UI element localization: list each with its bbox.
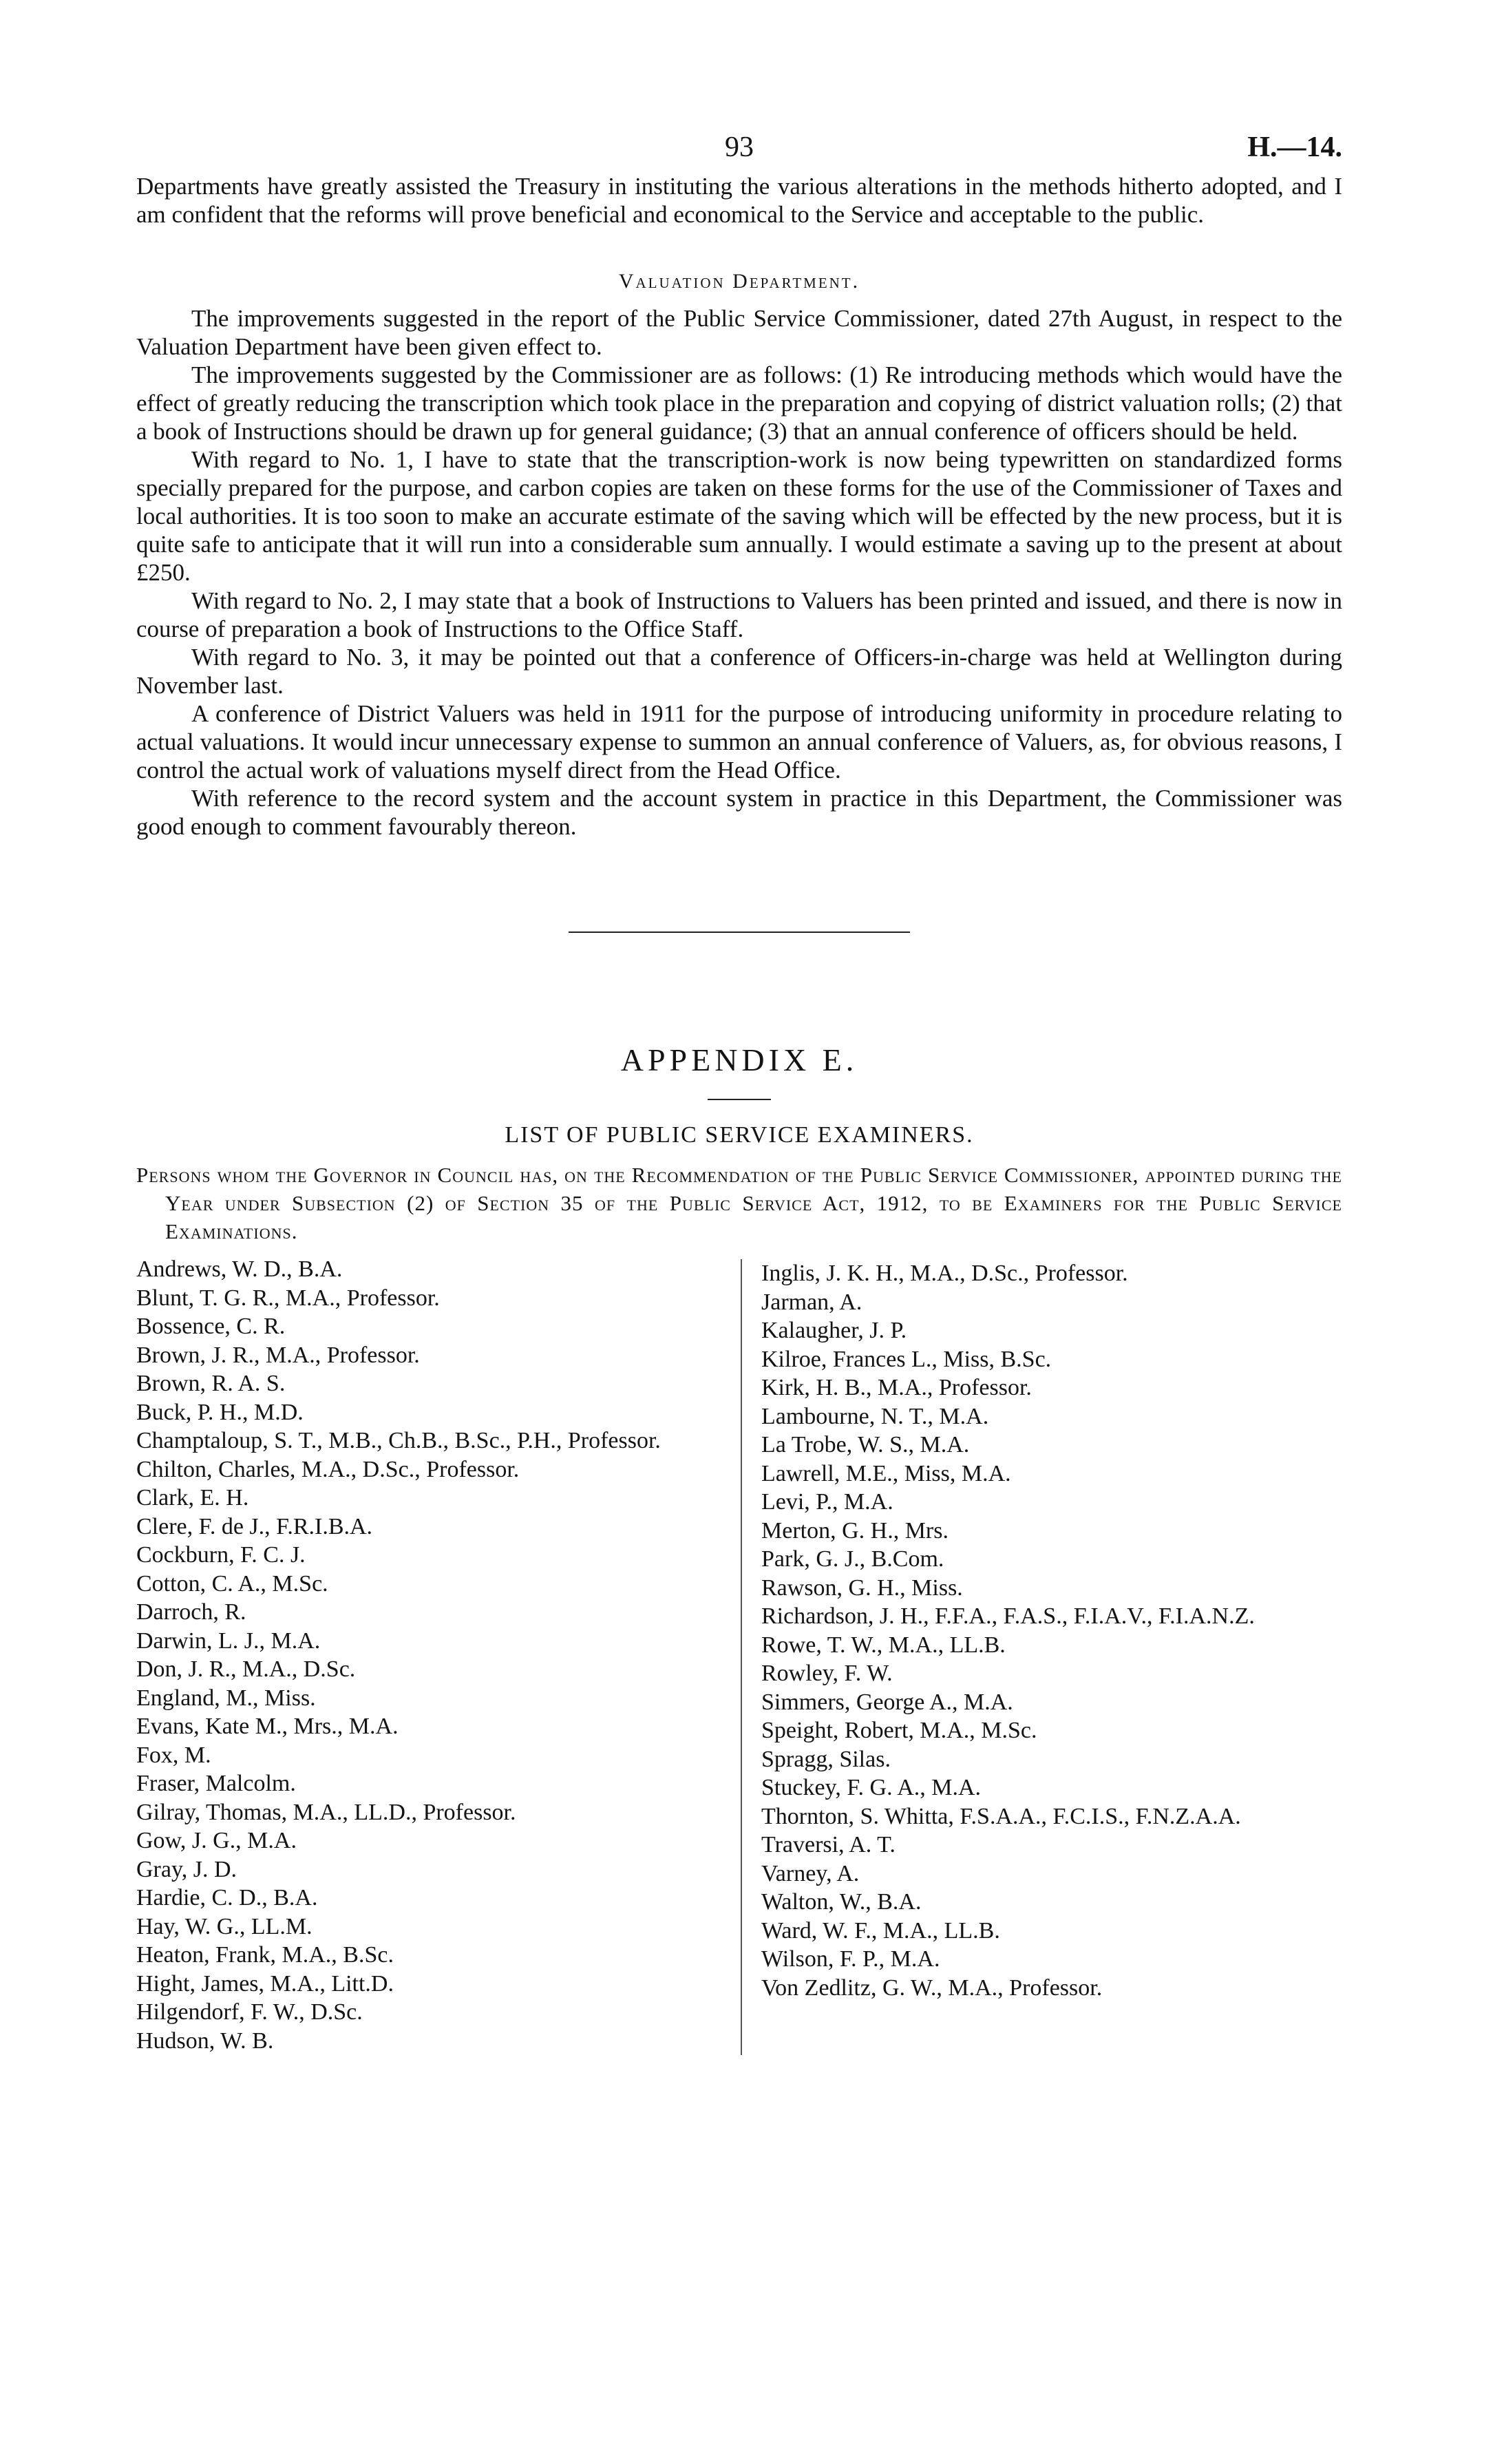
examiner-entry: Traversi, A. T. bbox=[761, 1832, 896, 1857]
examiner-entry: Kilroe, Frances L., Miss, B.Sc. bbox=[761, 1346, 1052, 1372]
examiner-entry: Ward, W. F., M.A., LL.B. bbox=[761, 1917, 1000, 1944]
examiners-list bbox=[136, 1255, 1342, 2055]
valuation-paragraph-3: With regard to No. 1, I have to state that the transcription-work is now being typewritten on standardized forms specially prepared for the purpose, and carbon copies are taken on these forms for the use of the Commissioner of Taxes and local authorities. It is too soon to make an accurate estimate of the saving which will be effected by the new process, but it is quite safe to anticipate that it will run into a considerable sum annually. I would estimate a saving up to the present at about £250. bbox=[136, 446, 1342, 586]
document-reference: H.—14. bbox=[1247, 131, 1342, 163]
examiner-entry: La Trobe, W. S., M.A. bbox=[761, 1432, 970, 1457]
examiner-entry: Fox, M. bbox=[136, 1742, 211, 1768]
examiner-entry: Von Zedlitz, G. W., M.A., Professor. bbox=[761, 1975, 1103, 2001]
examiner-entry: Fraser, Malcolm. bbox=[136, 1771, 296, 1796]
examiner-entry: Levi, P., M.A. bbox=[761, 1489, 893, 1515]
examiner-entry: Kalaugher, J. P. bbox=[761, 1318, 907, 1343]
examiner-entry: Darwin, L. J., M.A. bbox=[136, 1628, 321, 1654]
examiner-entry: Hardie, C. D., B.A. bbox=[136, 1885, 318, 1910]
examiner-entry: Gilray, Thomas, M.A., LL.D., Professor. bbox=[136, 1799, 516, 1825]
examiner-entry: Rowe, T. W., M.A., LL.B. bbox=[761, 1632, 1006, 1658]
examiner-entry: Cotton, C. A., M.Sc. bbox=[136, 1570, 328, 1597]
valuation-department-heading: Valuation Department. bbox=[618, 270, 860, 293]
examiners-right-column bbox=[741, 1259, 1342, 2055]
examiner-entry: Don, J. R., M.A., D.Sc. bbox=[136, 1656, 356, 1682]
examiner-entry: Chilton, Charles, M.A., D.Sc., Professor. bbox=[136, 1456, 520, 1482]
valuation-paragraph-7: With reference to the record system and the account system in practice in this Department, the Commissioner was good enough to comment favourably thereon. bbox=[136, 785, 1342, 840]
examiner-entry: Kirk, H. B., M.A., Professor. bbox=[761, 1375, 1032, 1400]
examiner-entry: Lawrell, M.E., Miss, M.A. bbox=[761, 1460, 1011, 1486]
examiner-entry: Richardson, J. H., F.F.A., F.A.S., F.I.A.V., F.I.A.N.Z. bbox=[761, 1603, 1255, 1629]
examiner-entry: Hight, James, M.A., Litt.D. bbox=[136, 1970, 394, 1997]
valuation-paragraph-2: The improvements suggested by the Commissioner are as follows: (1) Re introducing methods which would have the effect of greatly reducing the transcription which took place in the preparation and copying of district valuation rolls; (2) that a book of Instructions should be drawn up for general guidance; (3) that an annual conference of officers should be held. bbox=[136, 361, 1342, 445]
valuation-paragraph-1: The improvements suggested in the report of the Public Service Commissioner, dated 27th August, in respect to the Valuation Department have been given effect to. bbox=[136, 305, 1342, 360]
examiner-entry: Blunt, T. G. R., M.A., Professor. bbox=[136, 1285, 440, 1311]
examiner-entry: Rowley, F. W. bbox=[761, 1661, 893, 1686]
examiner-entry: Wilson, F. P., M.A. bbox=[761, 1946, 940, 1972]
examiner-entry: Stuckey, F. G. A., M.A. bbox=[761, 1775, 982, 1800]
intro-paragraph: Departments have greatly assisted the Treasury in instituting the various alterations in the methods hitherto adopted, and I am confident that the reforms will prove beneficial and economical to the Service and acceptable to the public. bbox=[136, 173, 1342, 228]
page-header bbox=[136, 131, 1342, 172]
examiner-entry: Gow, J. G., M.A. bbox=[136, 1828, 297, 1853]
examiner-entry: Hilgendorf, F. W., D.Sc. bbox=[136, 1999, 363, 2025]
document-page bbox=[136, 131, 1342, 2055]
examiner-entry: Champtaloup, S. T., M.B., Ch.B., B.Sc., P.H., Professor. bbox=[136, 1428, 661, 1453]
appendix-title: APPENDIX E. bbox=[620, 1042, 858, 1077]
examiner-entry: England, M., Miss. bbox=[136, 1685, 316, 1711]
examiners-left-column bbox=[136, 1255, 741, 2055]
examiner-entry: Brown, R. A. S. bbox=[136, 1371, 286, 1396]
examiner-entry: Evans, Kate M., Mrs., M.A. bbox=[136, 1714, 399, 1739]
examiner-entry: Rawson, G. H., Miss. bbox=[761, 1575, 963, 1601]
examiner-entry: Bossence, C. R. bbox=[136, 1314, 286, 1339]
persons-statement: Persons whom the Governor in Council has, on the Recommendation of the Public Service Commissioner, appointed during the Year under Subsection (2) of Section 35 of the Public Service Act, 1912, to be Examiners for the Public Service Examinations. bbox=[136, 1163, 1342, 1243]
examiner-entry: Park, G. J., B.Com. bbox=[761, 1546, 944, 1572]
examiner-entry: Brown, J. R., M.A., Professor. bbox=[136, 1342, 420, 1368]
examiner-entry: Andrews, W. D., B.A. bbox=[136, 1256, 343, 1282]
list-title: LIST OF PUBLIC SERVICE EXAMINERS. bbox=[505, 1122, 974, 1148]
examiner-entry: Buck, P. H., M.D. bbox=[136, 1399, 304, 1425]
examiner-entry: Thornton, S. Whitta, F.S.A.A., F.C.I.S., F.N.Z.A.A. bbox=[761, 1803, 1241, 1829]
examiner-entry: Walton, W., B.A. bbox=[761, 1889, 922, 1915]
valuation-paragraph-4: With regard to No. 2, I may state that a book of Instructions to Valuers has been printed and issued, and there is now in course of preparation a book of Instructions to the Office Staff. bbox=[136, 587, 1342, 642]
examiner-entry: Clark, E. H. bbox=[136, 1485, 249, 1510]
examiner-entry: Speight, Robert, M.A., M.Sc. bbox=[761, 1718, 1037, 1743]
valuation-paragraph-5: With regard to No. 3, it may be pointed out that a conference of Officers-in-charge was held at Wellington during November last. bbox=[136, 644, 1342, 699]
examiner-entry: Clere, F. de J., F.R.I.B.A. bbox=[136, 1513, 373, 1539]
examiner-entry: Inglis, J. K. H., M.A., D.Sc., Professor. bbox=[761, 1261, 1128, 1286]
examiner-entry: Spragg, Silas. bbox=[761, 1746, 891, 1772]
examiner-entry: Gray, J. D. bbox=[136, 1856, 237, 1882]
examiner-entry: Merton, G. H., Mrs. bbox=[761, 1517, 949, 1544]
section-divider bbox=[569, 931, 910, 933]
valuation-section bbox=[136, 304, 1342, 841]
examiner-entry: Simmers, George A., M.A. bbox=[761, 1689, 1013, 1715]
page-number: 93 bbox=[725, 131, 754, 163]
examiner-entry: Varney, A. bbox=[761, 1860, 860, 1886]
examiner-entry: Hudson, W. B. bbox=[136, 2028, 274, 2054]
examiner-entry: Jarman, A. bbox=[761, 1289, 862, 1315]
examiner-entry: Cockburn, F. C. J. bbox=[136, 1542, 306, 1568]
valuation-paragraph-6: A conference of District Valuers was held in 1911 for the purpose of introducing uniformity in procedure relating to actual valuations. It would incur unnecessary expense to summon an annual conference of Valuers, as, for obvious reasons, I control the actual work of valuations myself direct from the Head Office. bbox=[136, 700, 1342, 783]
examiner-entry: Lambourne, N. T., M.A. bbox=[761, 1403, 989, 1429]
examiner-entry: Heaton, Frank, M.A., B.Sc. bbox=[136, 1942, 394, 1968]
examiner-entry: Hay, W. G., LL.M. bbox=[136, 1913, 313, 1939]
examiner-entry: Darroch, R. bbox=[136, 1599, 246, 1625]
title-underline bbox=[708, 1099, 771, 1100]
